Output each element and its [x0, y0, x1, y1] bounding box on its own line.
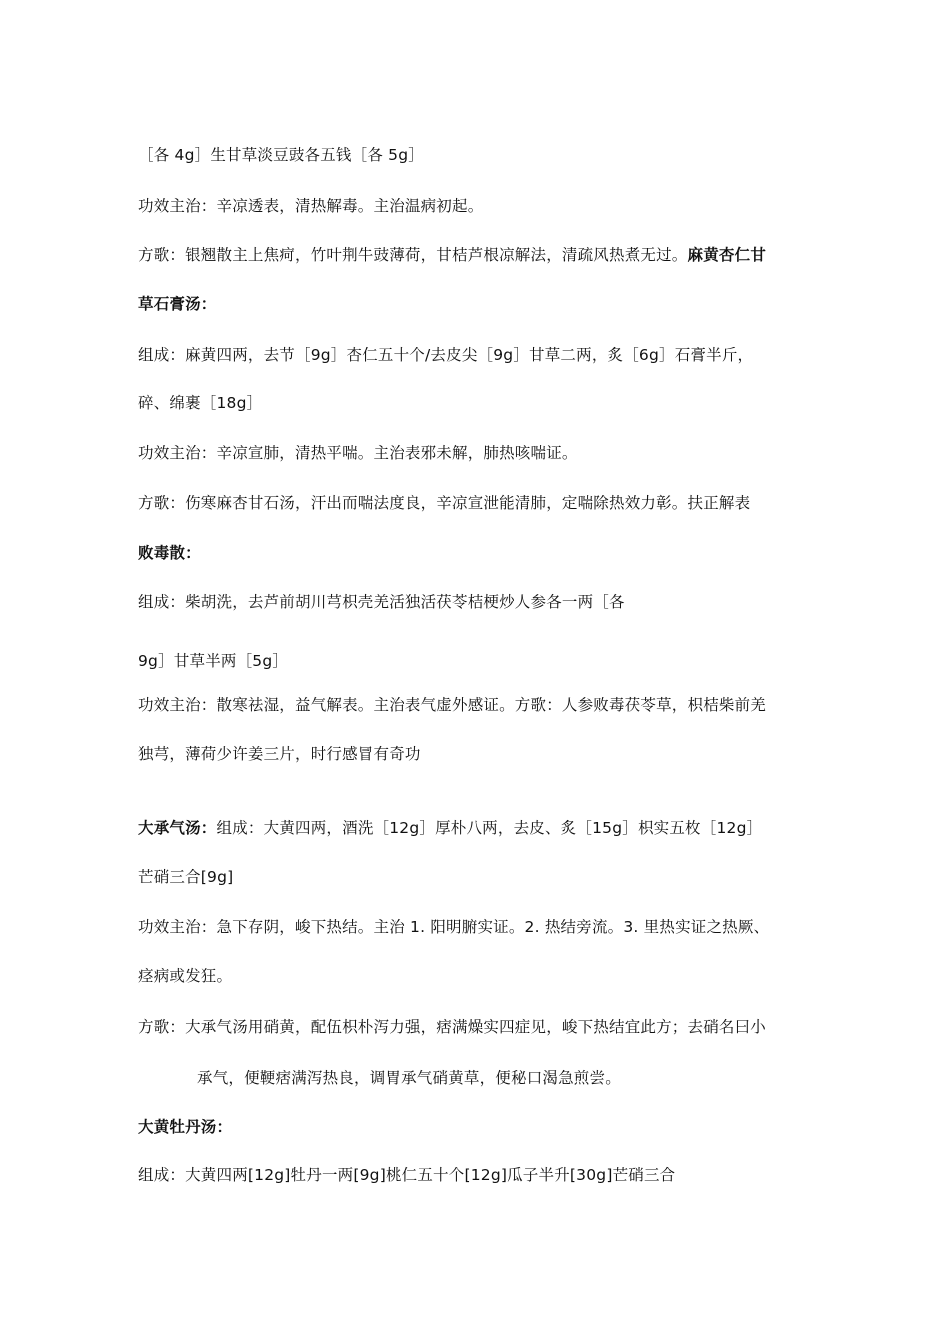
text-line: 组成：柴胡洗，去芦前胡川芎枳壳羌活独活茯苓桔梗炒人参各一两［各: [138, 593, 625, 611]
text-line: 组成：麻黄四两，去节［9g］杏仁五十个/去皮尖［9g］甘草二两，炙［6g］石膏半斤，: [138, 346, 754, 364]
text-line: 组成：大黄四两[12g]牡丹一两[9g]桃仁五十个[12g]瓜子半升[30g]芒硝三合: [138, 1166, 676, 1184]
formula-title: 大承气汤：: [138, 819, 217, 837]
text-line: 芒硝三合[9g]: [138, 868, 234, 886]
formula-title: 草石膏汤：: [138, 295, 217, 313]
text-line: 9g］甘草半两［5g］: [138, 652, 289, 670]
text-line: 方歌：大承气汤用硝黄，配伍枳朴泻力强，痞满燥实四症见，峻下热结宜此方；去硝名曰小: [138, 1018, 767, 1036]
text-line: 承气，便鞕痞满泻热良，调胃承气硝黄草，便秘口渴急煎尝。: [197, 1069, 621, 1087]
text-line: 痉病或发狂。: [138, 967, 233, 985]
text-span: 方歌：银翘散主上焦疴，竹叶荆牛豉薄荷，甘桔芦根凉解法，清疏风热煮无过。: [138, 246, 688, 264]
formula-title: 麻黄杏仁甘: [687, 246, 767, 264]
text-line: 功效主治：急下存阴，峻下热结。主治 1. 阳明腑实证。2. 热结旁流。3. 里热实证之热厥、: [138, 918, 770, 936]
text-line: 功效主治：辛凉宣肺，清热平喘。主治表邪未解，肺热咳喘证。: [138, 444, 578, 462]
text-line: 独芎，薄荷少许姜三片，时行感冒有奇功: [138, 745, 421, 763]
text-span: 组成：大黄四两，酒洗［12g］厚朴八两，去皮、炙［15g］枳实五枚［12g］: [216, 819, 763, 837]
text-line: 功效主治：散寒祛湿，益气解表。主治表气虚外感证。方歌：人参败毒茯苓草，枳桔柴前羌: [138, 696, 767, 714]
text-line: [138, 245, 766, 265]
text-line: 碎、绵裹［18g］: [138, 394, 263, 412]
text-line: 功效主治：辛凉透表，清热解毒。主治温病初起。: [138, 197, 484, 215]
text-line: [138, 818, 762, 838]
formula-title: 败毒散：: [138, 544, 201, 562]
formula-title: 大黄牡丹汤：: [138, 1118, 233, 1136]
text-line: ［各 4g］生甘草淡豆豉各五钱［各 5g］: [138, 146, 424, 164]
text-line: 方歌：伤寒麻杏甘石汤，汗出而喘法度良，辛凉宣泄能清肺，定喘除热效力彰。扶正解表: [138, 494, 751, 512]
